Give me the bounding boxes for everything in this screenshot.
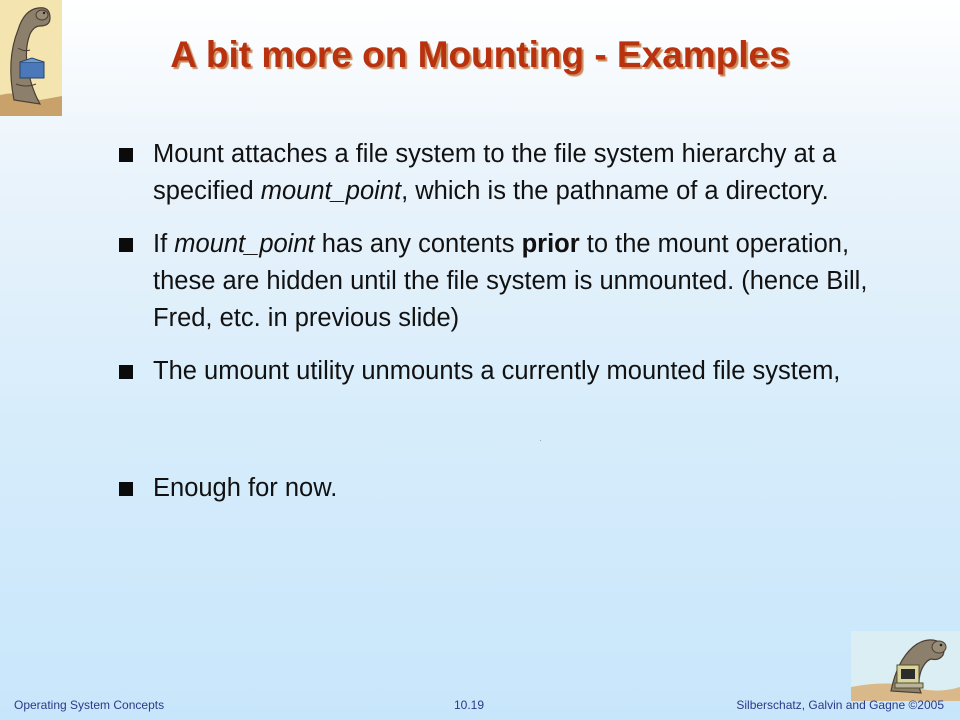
slide-title: A bit more on Mounting - Examples (170, 34, 790, 75)
slide-number: 10.19 (454, 698, 485, 712)
square-bullet-icon (119, 238, 133, 252)
square-bullet-icon (119, 148, 133, 162)
bullet-item (118, 136, 898, 210)
footer-course-title: Operating System Concepts (14, 698, 165, 712)
footer-copyright: Silberschatz, Galvin and Gagne ©2005 (736, 698, 944, 712)
bullet-text: If mount_point has any contents prior to the mount operation, these are hidden until the file system is unmounted. (hence Bill, Fred, etc. in previous slide) (153, 230, 868, 332)
bullet-text: Mount attaches a file system to the file system hierarchy at a specified mount_point, which is the pathname of a directory. (153, 140, 837, 205)
bullet-text: The umount utility unmounts a currently mounted file system, (153, 357, 841, 385)
dinosaur-computer-icon (851, 631, 960, 701)
bullet-item (118, 470, 898, 507)
bullet-item (118, 353, 898, 390)
bullet-list (118, 136, 898, 507)
bullet-text: Enough for now. (153, 474, 338, 502)
stray-mark (540, 440, 541, 441)
square-bullet-icon (119, 365, 133, 379)
square-bullet-icon (119, 482, 133, 496)
bullet-item (118, 226, 898, 337)
